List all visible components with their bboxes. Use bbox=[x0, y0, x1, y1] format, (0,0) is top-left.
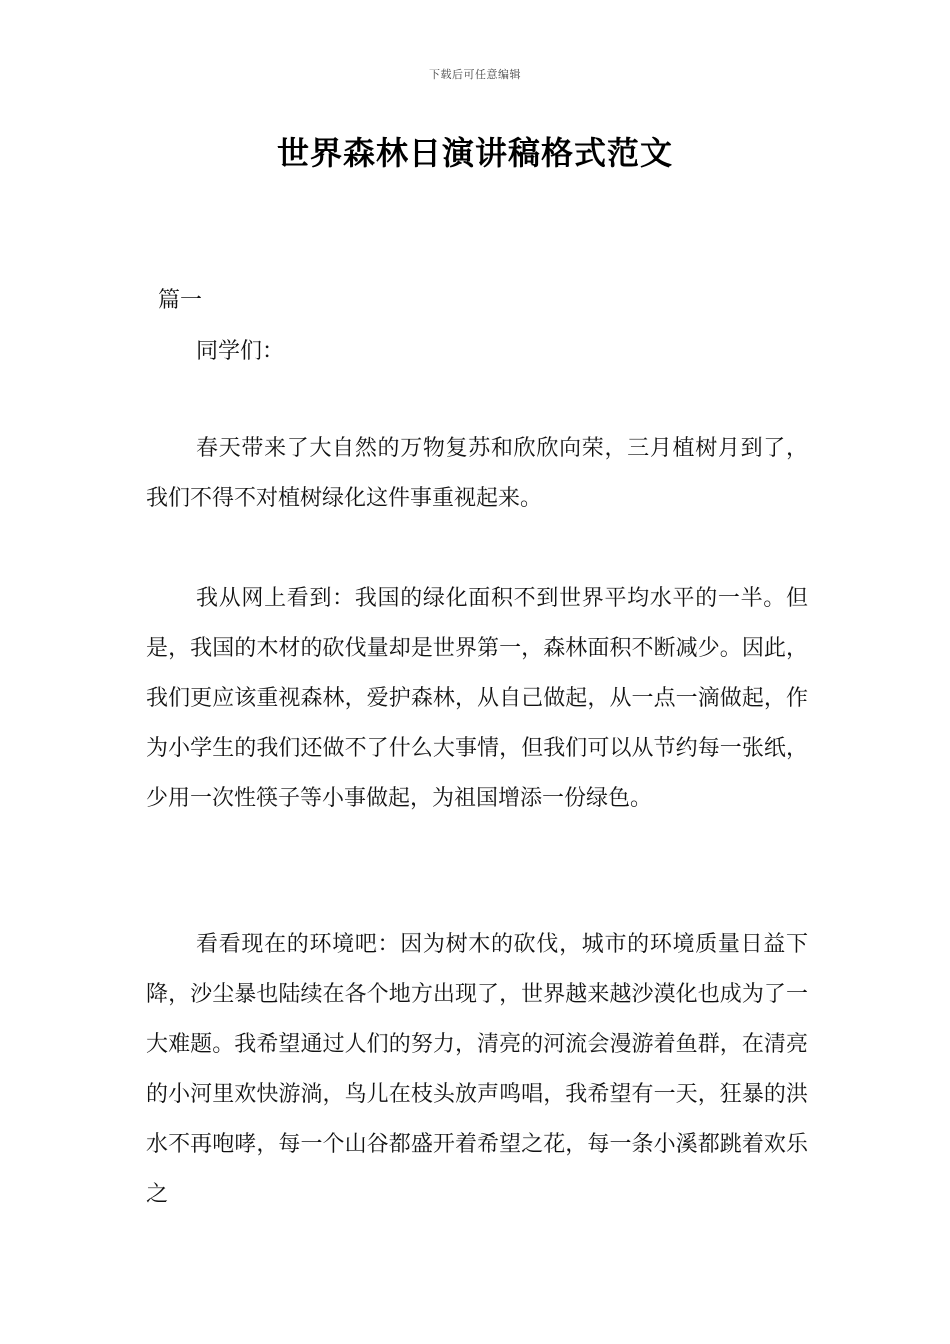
paragraph-2: 我从网上看到：我国的绿化面积不到世界平均水平的一半。但是，我国的木材的砍伐量却是世界第一，森林面积不断减少。因此，我们更应该重视森林，爱护森林，从自己做起，从一点一滴做起，作为小学生的我们还做不了什么大事情，但我们可以从节约每一张纸，少用一次性筷子等小事做起，为祖国增添一份绿色。 bbox=[146, 586, 808, 811]
header-note: 下载后可任意编辑 bbox=[429, 68, 521, 81]
section-label: 篇一 bbox=[158, 288, 203, 313]
page-title: 世界森林日演讲稿格式范文 bbox=[276, 134, 673, 172]
salutation: 同学们： bbox=[196, 339, 285, 364]
paragraph-3: 看看现在的环境吧：因为树木的砍伐，城市的环境质量日益下降，沙尘暴也陆续在各个地方出现了，世界越来越沙漠化也成为了一大难题。我希望通过人们的努力，清亮的河流会漫游着鱼群，在清亮的小河里欢快游淌，鸟儿在枝头放声鸣唱，我希望有一天，狂暴的洪水不再咆哮，每一个山谷都盛开着希望之花，每一条小溪都跳着欢乐之 bbox=[146, 932, 808, 1207]
paragraph-1: 春天带来了大自然的万物复苏和欣欣向荣，三月植树月到了，我们不得不对植树绿化这件事重视起来。 bbox=[146, 436, 808, 511]
